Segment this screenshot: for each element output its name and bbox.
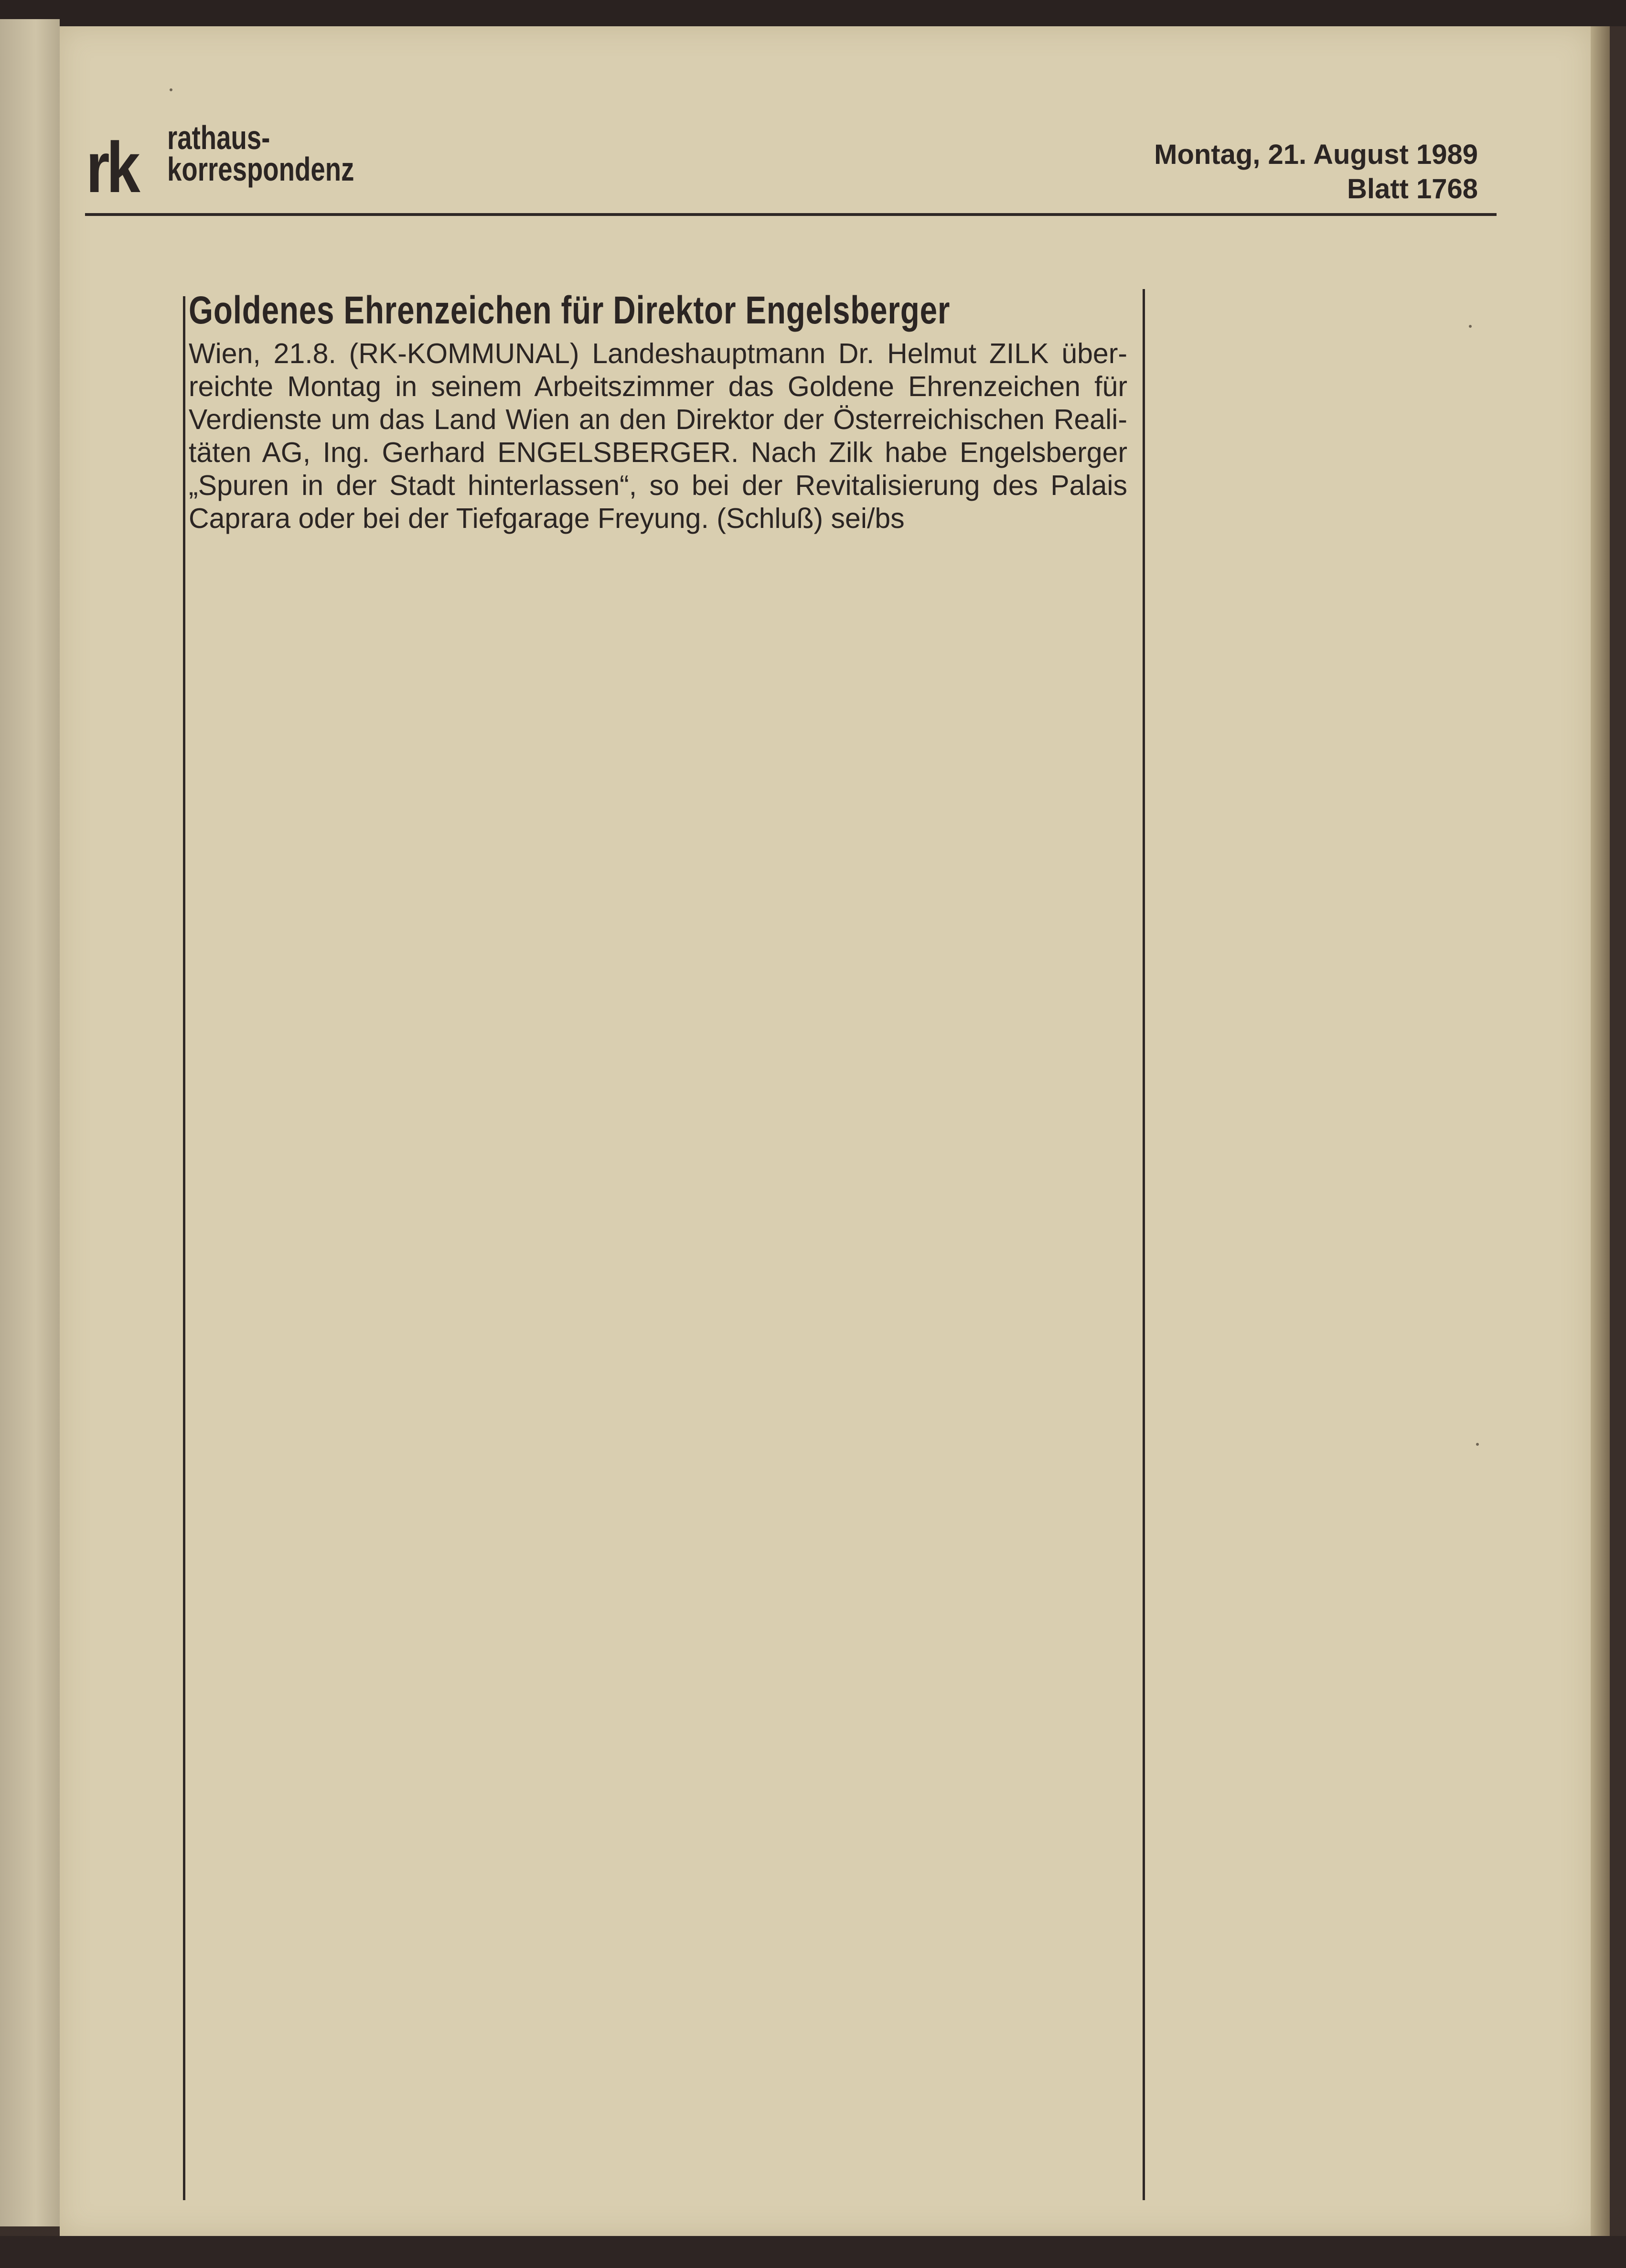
header-date: Montag, 21. August 1989 bbox=[1154, 139, 1478, 170]
article bbox=[189, 287, 1130, 535]
header-rule bbox=[85, 213, 1497, 216]
right-page-edge bbox=[1591, 26, 1610, 2236]
column-left-rule bbox=[183, 296, 185, 2200]
logo-text bbox=[167, 119, 354, 188]
article-line: reichte Montag in seinem Arbeitszimmer das Goldene Ehrenzeichen für bbox=[189, 371, 1127, 402]
article-headline: Goldenes Ehrenzeichen für Direktor Engelsberger bbox=[189, 289, 951, 332]
logo-line-1: rathaus- bbox=[167, 119, 270, 156]
right-background bbox=[1610, 26, 1626, 2268]
article-line: Verdienste um das Land Wien an den Direktor der Österreichischen Reali- bbox=[189, 404, 1127, 435]
article-body bbox=[189, 337, 1127, 535]
left-page-edge bbox=[0, 19, 60, 2226]
header-info bbox=[1154, 138, 1478, 206]
paper-speck bbox=[1476, 1443, 1479, 1446]
binding-strip bbox=[0, 0, 1626, 26]
article-line: „Spuren in der Stadt hinterlassen“, so bei der Revitalisierung des Palais bbox=[189, 470, 1127, 501]
article-line: Wien, 21.8. (RK-KOMMUNAL) Landeshauptmann Dr. Helmut ZILK über- bbox=[189, 338, 1127, 369]
header-sheet-number: Blatt 1768 bbox=[1347, 173, 1478, 204]
article-line: Caprara oder bei der Tiefgarage Freyung. (Schluß) sei/bs bbox=[189, 503, 905, 534]
paper-speck bbox=[170, 88, 172, 91]
article-line: täten AG, Ing. Gerhard ENGELSBERGER. Nach Zilk habe Engelsberger bbox=[189, 437, 1127, 468]
logo-mark: rk bbox=[86, 127, 137, 207]
logo-line-2: korrespondenz bbox=[167, 150, 354, 188]
bottom-background bbox=[0, 2236, 1626, 2268]
paper-speck bbox=[1469, 325, 1472, 328]
column-right-rule bbox=[1143, 289, 1145, 2200]
